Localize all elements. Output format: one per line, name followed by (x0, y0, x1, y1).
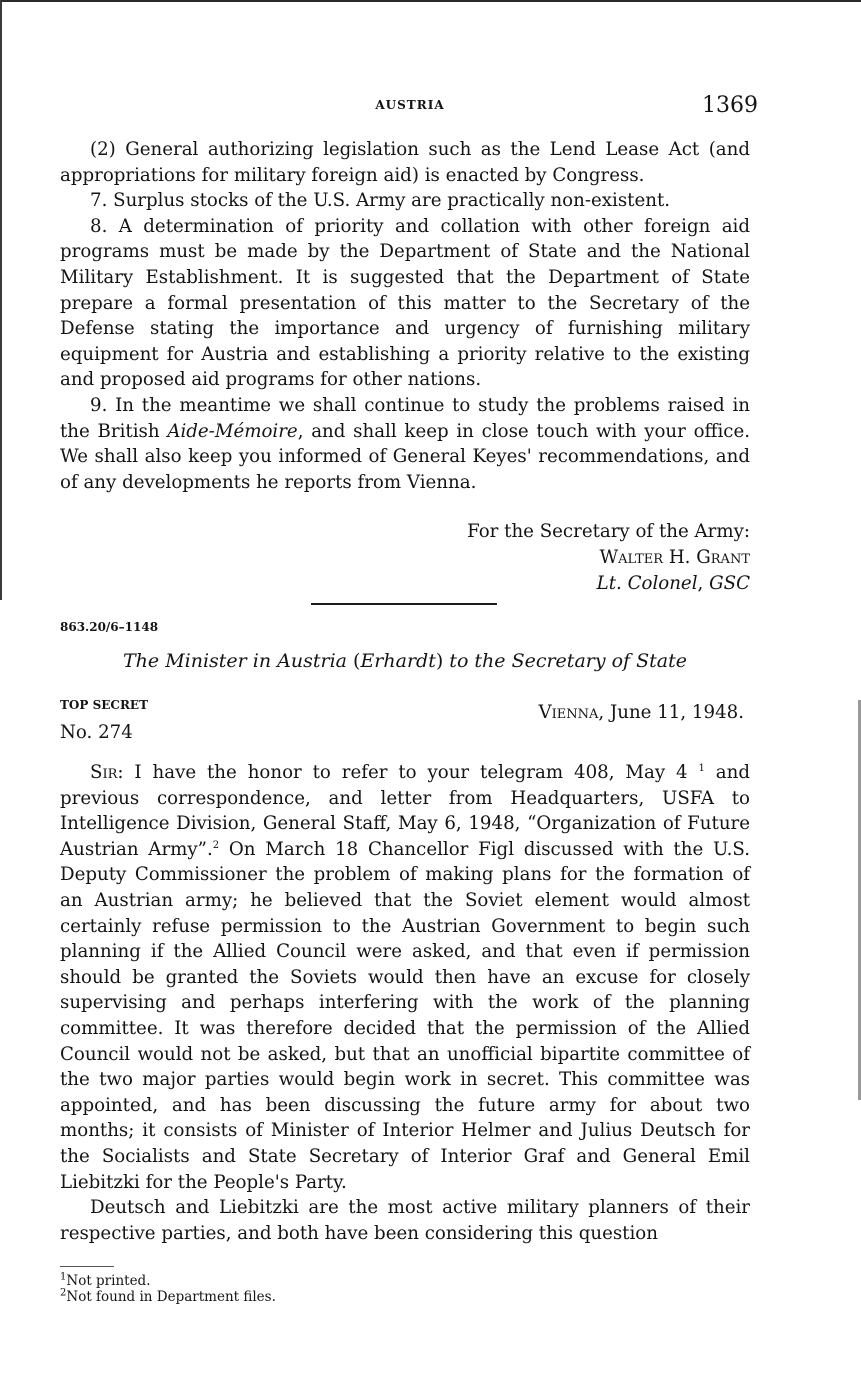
footnote-1-text: Not printed. (66, 1273, 151, 1289)
page-edge-left (0, 0, 2, 600)
footnote-divider (60, 1266, 114, 1267)
paragraph-8: 8. A determination of priority and collation with other foreign aid programs must be made by the Department of State and the National Military Establishment. It is suggested that the Department of State prepare a formal presentation of this matter to the Secretary of the Defense stating the importance and urgency of furnishing military equipment for Austria and establishing a priority relative to the existing and proposed aid programs for other nations. (60, 215, 750, 391)
dateline-place: Vienna (538, 702, 599, 723)
page-edge-top (0, 0, 861, 2)
letter-body (60, 760, 750, 1246)
footnote-2-text: Not found in Department files. (66, 1289, 276, 1305)
signature-line: For the Secretary of the Army: (467, 521, 750, 542)
file-number: 863.20/6–1148 (60, 620, 159, 634)
paragraph-7: 7. Surplus stocks of the U.S. Army are practically non-existent. (90, 190, 671, 212)
aide-memoire-italic: Aide-Mémoire (167, 420, 298, 442)
title-part-1: The Minister in Austria (123, 650, 354, 672)
document-number: No. 274 (60, 722, 133, 743)
letter-text-c: On March 18 Chancellor Figl discussed with the U.S. Deputy Commissioner the problem of making plans for the formation of an Austrian army; he believed that the Soviet element would almost certainly refuse permission to the Austrian Government to begin such planning if the Allied Council were asked, and that even if permission should be granted the Soviets would then have an excuse for closely supervising and perhaps interfering with the work of the planning committee. It was therefore decided that the permission of the Allied Council would not be asked, but that an unofficial bipartite committee of the two major parties would begin work in secret. This committee was appointed, and has been discussing the future army for about two months; it consists of Minister of Interior Helmer and Julius Deutsch for the Socialists and State Secretary of Interior Graf and General Emil Liebitzki for the People's Party. (60, 838, 750, 1193)
paragraph-9 (60, 393, 750, 495)
signer-rank: Lt. Colonel, GSC (596, 573, 750, 594)
signer-unit: GSC (709, 573, 750, 594)
signer-name: Walter H. Grant (599, 547, 750, 568)
dateline (538, 702, 744, 723)
footnote-1 (60, 1273, 276, 1289)
letter-text-a: : I have the honor to refer to your telegram 408, May 4 (117, 762, 699, 783)
footnote-1-mark: 1 (60, 1271, 67, 1283)
dateline-date: , June 11, 1948. (598, 702, 744, 723)
paragraph-legislation: (2) General authorizing legislation such as the Lend Lease Act (and appropriations for military foreign aid) is enacted by Congress. (60, 139, 750, 186)
paragraph-9-text-a: 9. In the meantime we shall continue to study the problems raised in the British (60, 394, 750, 442)
signature-block (467, 519, 750, 597)
title-name: Erhardt (360, 650, 436, 672)
footnote-2-mark: 2 (60, 1287, 67, 1299)
memo-continuation (60, 137, 750, 495)
running-title: AUSTRIA (375, 98, 445, 112)
salutation: Sir (90, 762, 118, 783)
letter-text-b: and previous correspondence, and letter from Headquarters, USFA to Intelligence Division, General Staff, May 6, 1948, “Organization of Future Austrian Army”. (60, 762, 750, 860)
signer-rank-text: Lt. Colonel (596, 573, 698, 594)
classification-label: TOP SECRET (60, 698, 148, 712)
footnote-2 (60, 1289, 276, 1305)
title-part-2: to the Secretary of State (443, 650, 687, 672)
footnote-ref-1: 1 (698, 762, 705, 774)
document-title: The Minister in Austria (Erhardt) to the Secretary of State (123, 650, 687, 672)
footnote-ref-2: 2 (212, 839, 220, 851)
paragraph-9-text-b: , and shall keep in close touch with your office. We shall also keep you informed of General Keyes' recommendations, and of any developments he reports from Vienna. (60, 420, 750, 493)
section-divider (311, 603, 497, 605)
footnotes (60, 1273, 276, 1305)
letter-paragraph-1 (60, 760, 750, 1195)
running-header (0, 95, 861, 119)
letter-paragraph-2: Deutsch and Liebitzki are the most active military planners of their respective parties, and both have been considering this question (60, 1197, 750, 1244)
page-number: 1369 (702, 93, 758, 118)
